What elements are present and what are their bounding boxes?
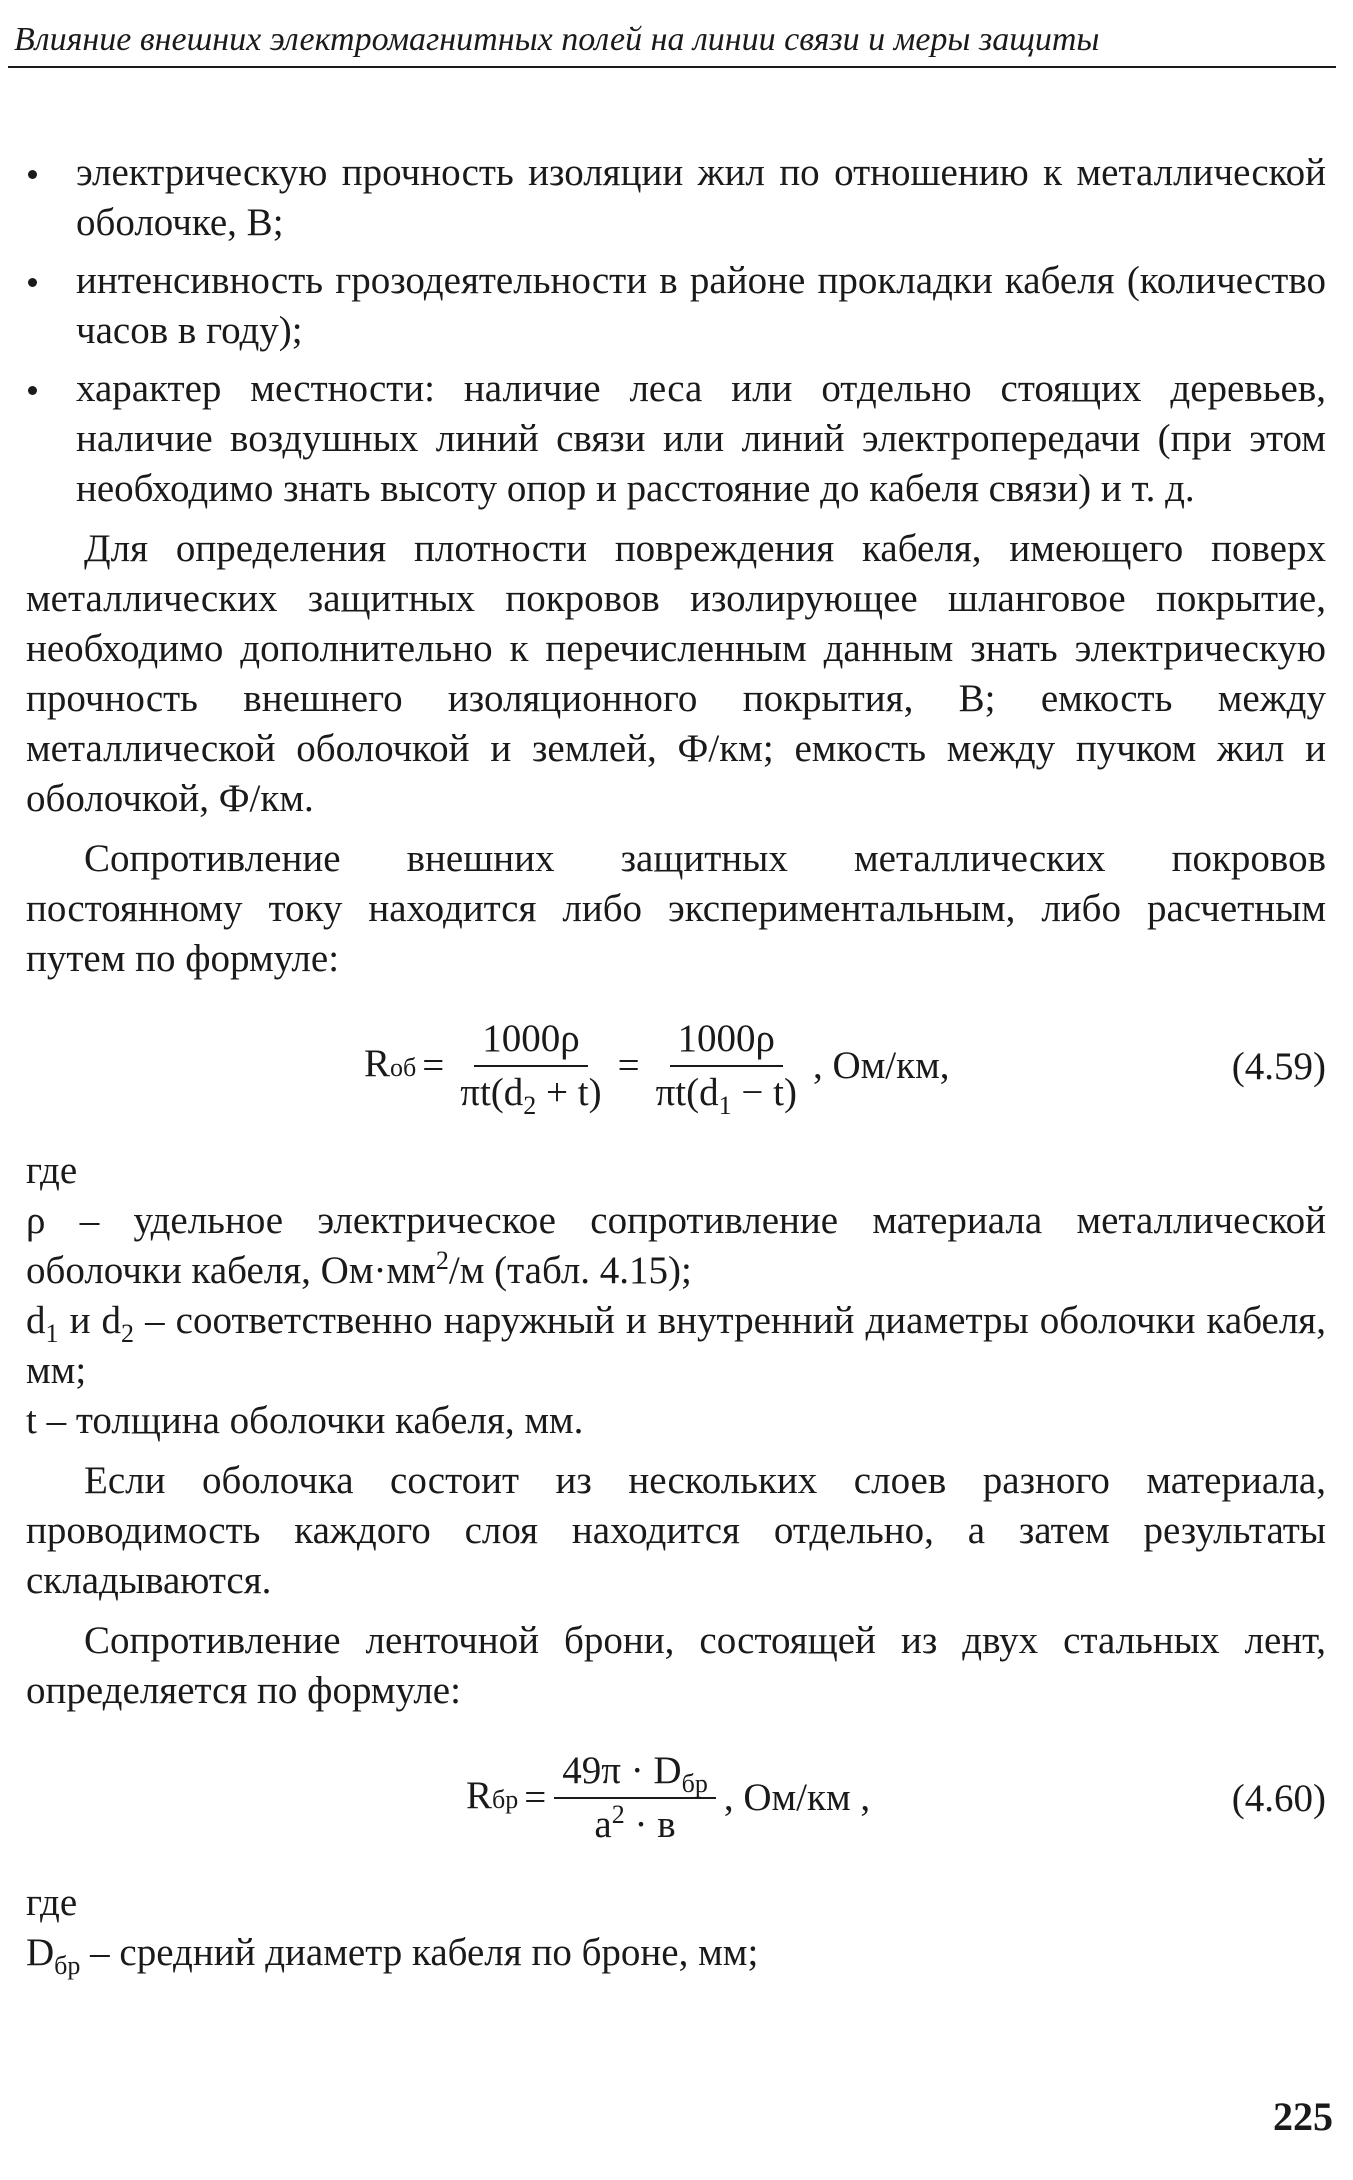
running-header: Влияние внешних электромагнитных полей на линии связи и меры защиты — [8, 18, 1336, 68]
bullet-list — [26, 148, 1326, 514]
fraction — [554, 1745, 716, 1851]
list-item-text: характер местности: наличие леса или отдельно стоящих деревьев, наличие воздушных линий связи или линий электропередачи (при этом необходимо знать высоту опор и расстояние до кабеля связи) и т. д. — [76, 367, 1326, 510]
numerator: $49\pi \cdot D_{бр}$ — [554, 1745, 716, 1799]
list-item — [26, 364, 1326, 514]
paragraph-resistance: Сопротивление внешних защитных металлических покровов постоянному току находится либо экспериментальным, либо расчетным путем по формуле: — [26, 837, 1326, 980]
formula-4-59 — [26, 1006, 1326, 1126]
definition-armor-diameter: $D_{бр}$ – средний диаметр кабеля по броне, мм; — [26, 1931, 759, 1980]
paragraph-layers: Если оболочка состоит из нескольких слоев разного материала, проводимость каждого слоя находится отдельно, а затем результаты складываются. — [26, 1459, 1326, 1602]
formula-unit: , Ом/км, — [812, 1044, 950, 1087]
bullet-icon — [28, 386, 37, 395]
page-number: 225 — [1273, 2094, 1333, 2139]
fraction-1 — [452, 1013, 609, 1119]
equals-sign: = — [422, 1044, 445, 1087]
denominator-1: $\pi t(d_2 + t)$ — [460, 1071, 602, 1120]
page-body — [26, 148, 1326, 1978]
denominator-2: $\pi t(d_1 - t)$ — [655, 1071, 797, 1120]
bullet-icon — [28, 170, 37, 179]
definition-diameters: $d_1$ и $d_2$ – соответственно наружный и внутренний диаметры оболочки кабеля, мм; — [26, 1299, 1326, 1392]
numerator-2: 1000ρ — [670, 1013, 783, 1067]
formula-number: (4.60) — [1231, 1777, 1326, 1820]
paragraph-armor: Сопротивление ленточной брони, состоящей из двух стальных лент, определяется по формуле: — [26, 1619, 1326, 1712]
definitions-1 — [26, 1146, 1326, 1446]
formula-expression — [364, 1006, 950, 1126]
equals-sign: = — [617, 1044, 640, 1087]
list-item — [26, 256, 1326, 356]
denominator: $a^2 \cdot в$ — [594, 1800, 676, 1846]
formula-lhs: Rоб — [364, 1042, 417, 1085]
where-label: где — [26, 1881, 78, 1924]
formula-4-60 — [26, 1738, 1326, 1858]
paragraph-density: Для определения плотности повреждения кабеля, имеющего поверх металлических защитных покровов изолирующее шланговое покрытие, необходимо дополнительно к перечисленным данным знать электрическую прочность внешнего изоляционного покрытия, В; емкость между металлической оболочкой и землей, Ф/км; емкость между пучком жил и оболочкой, Ф/км. — [26, 527, 1326, 820]
fraction-2 — [648, 1013, 805, 1119]
list-item-text: электрическую прочность изоляции жил по отношению к металлической оболочке, В; — [76, 151, 1326, 244]
bullet-icon — [28, 278, 37, 287]
formula-lhs: Rбр — [466, 1774, 519, 1817]
formula-expression — [466, 1738, 870, 1858]
numerator-1: 1000ρ — [474, 1013, 587, 1067]
definitions-2 — [26, 1878, 1326, 1978]
where-label: где — [26, 1149, 78, 1192]
list-item — [26, 148, 1326, 248]
definition-rho: ρ – удельное электрическое сопротивление материала металлической оболочки кабеля, $Ом\cdot мм^2/м$ (табл. 4.15); — [26, 1199, 1326, 1292]
formula-number: (4.59) — [1231, 1045, 1326, 1088]
definition-thickness: t – толщина оболочки кабеля, мм. — [26, 1399, 584, 1442]
formula-unit: , Ом/км , — [723, 1776, 871, 1819]
list-item-text: интенсивность грозодеятельности в районе прокладки кабеля (количество часов в году); — [76, 259, 1326, 352]
equals-sign: = — [524, 1776, 547, 1819]
